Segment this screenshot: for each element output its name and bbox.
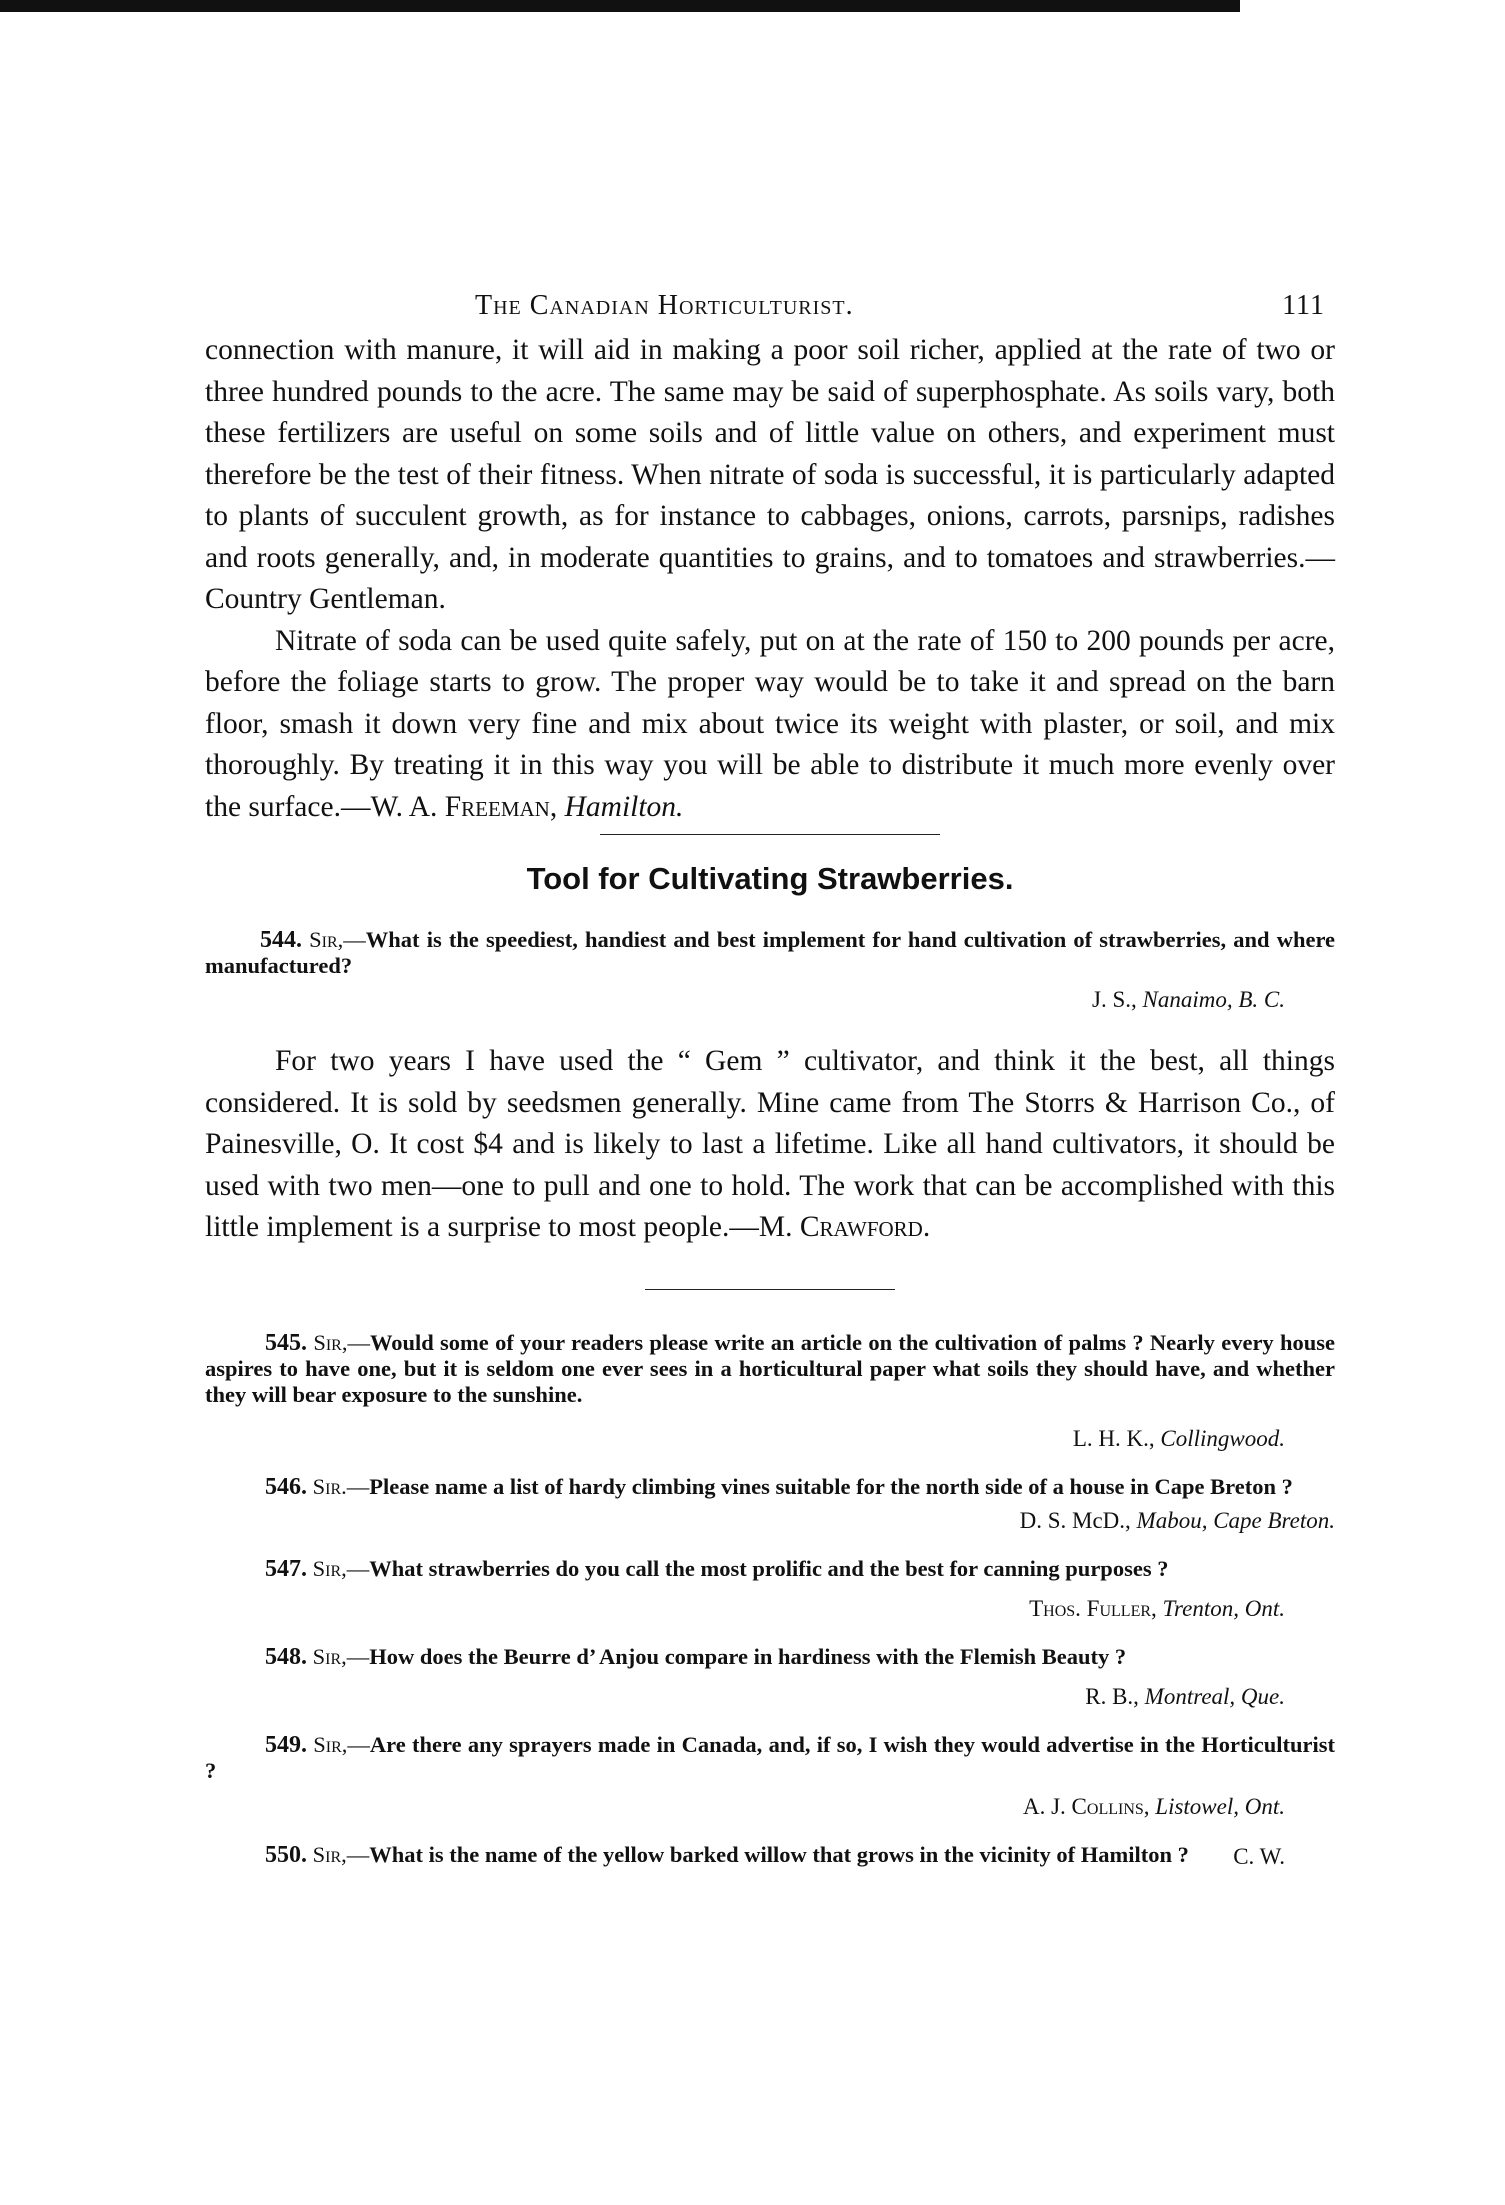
intro-paragraph-2-place: Hamilton. (564, 790, 684, 823)
question-salutation: Sir,— (312, 1555, 370, 1581)
signature-place: Trenton, Ont. (1162, 1595, 1285, 1621)
intro-paragraph-2-author: Freeman, (444, 790, 558, 823)
signature-name: C. W. (1233, 1843, 1285, 1869)
question-body: What is the name of the yellow barked willow that grows in the vicinity of Hamilton ? (369, 1841, 1189, 1867)
signature-name: L. H. K., (1072, 1425, 1155, 1451)
answer-544-author: Crawford. (799, 1211, 931, 1243)
question-salutation: Sir,— (309, 927, 366, 952)
question-body: What strawberries do you call the most prolific and the best for canning purposes ? (369, 1555, 1169, 1581)
question-number: 549. (265, 1731, 307, 1758)
question-550 (205, 1842, 1335, 1870)
question-number: 546. (265, 1473, 307, 1500)
question-salutation: Sir.— (312, 1473, 370, 1499)
question-salutation: Sir,— (313, 1731, 370, 1757)
answers-divider (645, 1289, 895, 1290)
answer-544-text: For two years I have used the “ Gem ” cultivator, and think it the best, all things considered. It is sold by seedsmen generally. Mine came from The Storrs & Harrison Co., of Painesville, O. It cost $4 and is likely to last a lifetime. Like all hand cultivators, it should be used with two men—one to pull and one to hold. The work that can be accomplished with this little implement is a surprise to most people.—M. (205, 1045, 1335, 1243)
intro-paragraph-2 (205, 621, 1335, 829)
question-body: Please name a list of hardy climbing vines suitable for the north side of a house in Cape Breton ? (369, 1473, 1293, 1499)
question-signature (205, 1684, 1285, 1710)
signature-place: Nanaimo, B. C. (1142, 987, 1285, 1012)
answer-544 (205, 1041, 1335, 1249)
section-divider (600, 834, 940, 835)
question-number: 544. (260, 927, 302, 953)
page-number: 111 (1282, 290, 1325, 321)
question-549 (205, 1732, 1335, 1820)
question-body: Would some of your readers please write an article on the cultivation of palms ? Nearly every house aspires to have one, but it is seldom one ever sees in a horticultural paper what soils they should have, and whether they will bear exposure to the sunshine. (205, 1329, 1336, 1407)
signature-place: Collingwood. (1160, 1425, 1285, 1451)
question-number: 550. (265, 1841, 307, 1868)
intro-paragraph-2-text: Nitrate of soda can be used quite safely, put on at the rate of 150 to 200 pounds per acre, before the foliage starts to grow. The proper way would be to take it and spread on the barn floor, smash it down very fine and mix about twice its weight with plaster, or soil, and mix thoroughly. By treating it in this way you will be able to distribute it much more evenly over the surface.—W. A. (205, 624, 1335, 823)
question-salutation: Sir,— (312, 1841, 370, 1867)
signature-name: Thos. Fuller, (1029, 1595, 1157, 1621)
question-546 (205, 1474, 1335, 1534)
question-signature (205, 1508, 1335, 1534)
question-body: How does the Beurre d’ Anjou compare in hardiness with the Flemish Beauty ? (369, 1643, 1127, 1669)
question-number: 545. (265, 1329, 307, 1356)
question-544-text (205, 927, 1335, 979)
signature-place: Montreal, Que. (1144, 1683, 1285, 1709)
signature-place: Listowel, Ont. (1155, 1793, 1285, 1819)
running-header (205, 290, 1335, 330)
signature-name: R. B., (1085, 1683, 1139, 1709)
question-signature (205, 1596, 1285, 1622)
signature-place: Mabou, Cape Breton. (1136, 1507, 1335, 1533)
question-signature (205, 1426, 1285, 1452)
question-salutation: Sir,— (312, 1643, 370, 1669)
signature-name: J. S., (1092, 987, 1137, 1012)
question-signature (205, 987, 1285, 1013)
question-body: What is the speediest, handiest and best implement for hand cultivation of strawberries, and where manufactured? (205, 927, 1336, 978)
section-title: Tool for Cultivating Strawberries. (526, 861, 1014, 896)
running-title: The Canadian Horticulturist. (475, 290, 854, 321)
signature-name: A. J. Collins, (1022, 1793, 1150, 1819)
question-number: 547. (265, 1555, 307, 1582)
signature-name: D. S. McD., (1019, 1507, 1131, 1533)
intro-paragraph-1: connection with manure, it will aid in making a poor soil richer, applied at the rate of two or three hundred pounds to the acre. The same may be said of superphosphate. As soils vary, both these fertilizers are useful on some soils and of little value on others, and experiment must therefore be the test of their fitness. When nitrate of soda is successful, it is particularly adapted to plants of succulent growth, as for instance to cabbages, onions, carrots, parsnips, radishes and roots generally, and, in moderate quantities to grains, and to tomatoes and strawberries.—Country Gentleman. (205, 334, 1335, 615)
question-547 (205, 1556, 1335, 1622)
question-544 (205, 927, 1335, 1013)
scan-edge-bar (0, 0, 1240, 12)
page (205, 290, 1335, 1870)
question-number: 548. (265, 1643, 307, 1670)
question-signature (205, 1794, 1285, 1820)
question-body: Are there any sprayers made in Canada, and, if so, I wish they would advertise in the Horticulturist ? (205, 1731, 1336, 1783)
question-salutation: Sir,— (313, 1329, 370, 1355)
question-545 (205, 1330, 1335, 1452)
question-548 (205, 1644, 1335, 1710)
